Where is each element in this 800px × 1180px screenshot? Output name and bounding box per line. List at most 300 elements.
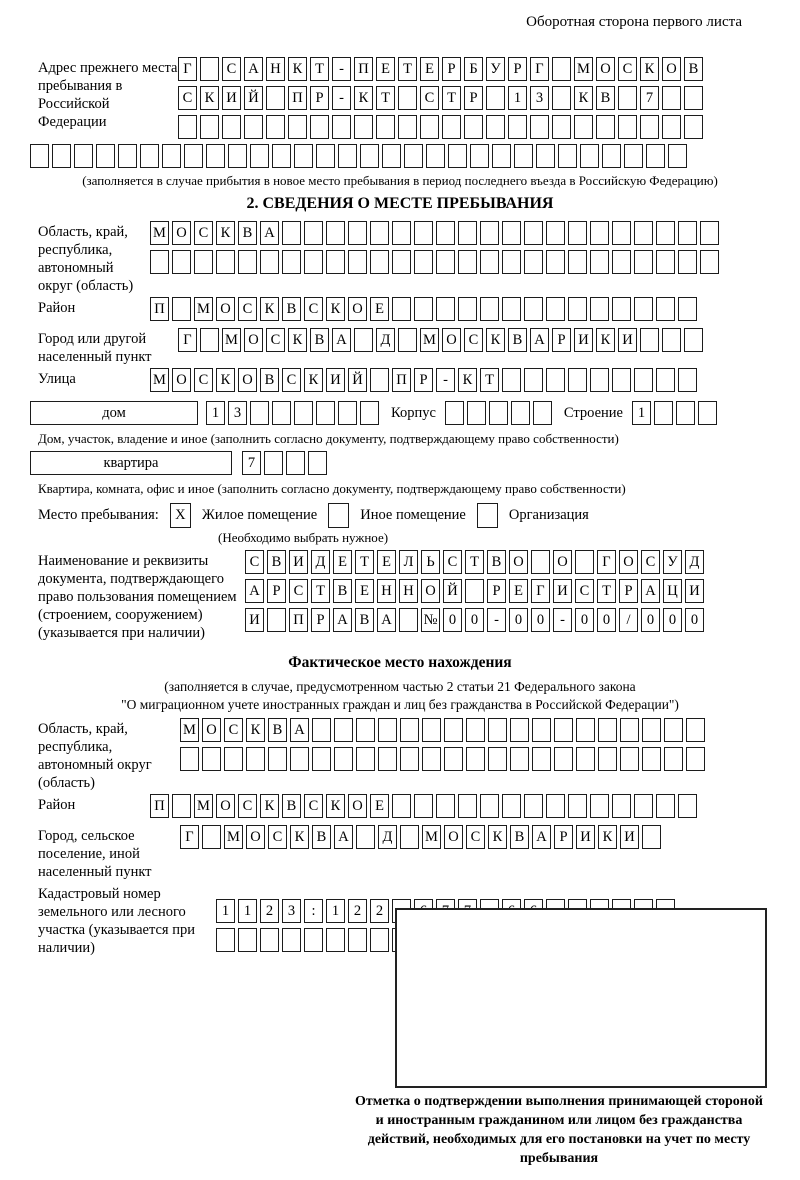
char-cell: 2 bbox=[260, 899, 279, 923]
char-cell: О bbox=[348, 794, 367, 818]
char-cell: И bbox=[620, 825, 639, 849]
char-cell bbox=[445, 401, 464, 425]
char-cell: О bbox=[509, 550, 528, 574]
char-cell bbox=[422, 718, 441, 742]
char-cell bbox=[304, 928, 323, 952]
region-row-1 bbox=[150, 221, 722, 247]
char-cell bbox=[642, 747, 661, 771]
char-cell: Р bbox=[464, 86, 483, 110]
char-cell bbox=[216, 250, 235, 274]
char-cell bbox=[354, 328, 373, 352]
char-cell bbox=[398, 328, 417, 352]
char-cell: В bbox=[508, 328, 527, 352]
char-cell bbox=[414, 221, 433, 245]
char-cell: Е bbox=[376, 57, 395, 81]
char-cell bbox=[656, 297, 675, 321]
char-cell: Г bbox=[178, 328, 197, 352]
char-cell bbox=[74, 144, 93, 168]
actual-city-row bbox=[180, 825, 664, 851]
char-cell: Т bbox=[376, 86, 395, 110]
char-cell bbox=[634, 297, 653, 321]
char-cell bbox=[420, 115, 439, 139]
char-cell: Г bbox=[597, 550, 616, 574]
char-cell bbox=[202, 747, 221, 771]
char-cell bbox=[546, 368, 565, 392]
char-cell: К bbox=[574, 86, 593, 110]
char-cell: С bbox=[282, 368, 301, 392]
char-cell bbox=[488, 718, 507, 742]
actual-district-label: Район bbox=[38, 797, 76, 813]
char-cell: А bbox=[260, 221, 279, 245]
char-cell: К bbox=[326, 297, 345, 321]
char-cell: С bbox=[466, 825, 485, 849]
street-group bbox=[38, 368, 800, 397]
char-cell: В bbox=[684, 57, 703, 81]
char-cell bbox=[436, 794, 455, 818]
char-cell bbox=[684, 86, 703, 110]
char-cell bbox=[140, 144, 159, 168]
char-cell bbox=[96, 144, 115, 168]
char-cell bbox=[465, 579, 484, 603]
char-cell bbox=[684, 328, 703, 352]
char-cell: 0 bbox=[531, 608, 550, 632]
char-cell: А bbox=[641, 579, 660, 603]
char-cell: Н bbox=[377, 579, 396, 603]
char-cell bbox=[662, 328, 681, 352]
char-cell bbox=[202, 825, 221, 849]
char-cell: М bbox=[194, 297, 213, 321]
char-cell: О bbox=[553, 550, 572, 574]
char-cell: О bbox=[662, 57, 681, 81]
char-cell bbox=[466, 747, 485, 771]
char-cell: С bbox=[238, 794, 257, 818]
char-cell: Р bbox=[267, 579, 286, 603]
char-cell bbox=[602, 144, 621, 168]
char-cell: К bbox=[326, 794, 345, 818]
char-cell bbox=[590, 368, 609, 392]
char-cell bbox=[118, 144, 137, 168]
char-cell bbox=[400, 747, 419, 771]
char-cell bbox=[596, 115, 615, 139]
char-cell: 3 bbox=[282, 899, 301, 923]
char-cell bbox=[668, 144, 687, 168]
char-cell bbox=[552, 57, 571, 81]
char-cell: Р bbox=[310, 86, 329, 110]
char-cell: И bbox=[574, 328, 593, 352]
char-cell bbox=[348, 928, 367, 952]
char-cell bbox=[514, 144, 533, 168]
char-cell bbox=[558, 144, 577, 168]
char-cell: Й bbox=[443, 579, 462, 603]
char-cell: П bbox=[289, 608, 308, 632]
char-cell bbox=[590, 794, 609, 818]
char-cell: Й bbox=[244, 86, 263, 110]
prev-address-rows bbox=[178, 57, 706, 144]
char-cell bbox=[640, 328, 659, 352]
char-cell: Н bbox=[399, 579, 418, 603]
char-cell bbox=[30, 144, 49, 168]
char-cell: А bbox=[290, 718, 309, 742]
char-cell bbox=[442, 115, 461, 139]
char-cell: О bbox=[172, 368, 191, 392]
char-cell bbox=[489, 401, 508, 425]
char-cell bbox=[470, 144, 489, 168]
checkbox-organization bbox=[477, 503, 498, 528]
char-cell: Е bbox=[420, 57, 439, 81]
prev-address-label: Адрес прежнего места пребывания в Российской Федерации bbox=[38, 60, 178, 130]
char-cell bbox=[316, 401, 335, 425]
char-cell bbox=[326, 221, 345, 245]
char-cell bbox=[624, 144, 643, 168]
char-cell: О bbox=[444, 825, 463, 849]
char-cell bbox=[267, 608, 286, 632]
char-cell bbox=[678, 297, 697, 321]
char-cell: С bbox=[224, 718, 243, 742]
char-cell bbox=[531, 550, 550, 574]
char-cell bbox=[458, 297, 477, 321]
actual-city-label: Город, сельское поселение, иной населенный пункт bbox=[38, 828, 152, 880]
char-cell bbox=[524, 297, 543, 321]
char-cell bbox=[150, 250, 169, 274]
char-cell bbox=[634, 368, 653, 392]
char-cell bbox=[246, 747, 265, 771]
char-cell: К bbox=[216, 221, 235, 245]
char-cell: № bbox=[421, 608, 440, 632]
char-cell: С bbox=[238, 297, 257, 321]
char-cell: П bbox=[150, 794, 169, 818]
char-cell: К bbox=[290, 825, 309, 849]
char-cell bbox=[250, 401, 269, 425]
char-cell: Т bbox=[465, 550, 484, 574]
char-cell: И bbox=[326, 368, 345, 392]
char-cell: Р bbox=[508, 57, 527, 81]
char-cell: В bbox=[260, 368, 279, 392]
char-cell bbox=[266, 115, 285, 139]
char-cell bbox=[414, 794, 433, 818]
stay-type-hint: (Необходимо выбрать нужное) bbox=[218, 530, 389, 545]
char-cell bbox=[378, 718, 397, 742]
char-cell bbox=[574, 115, 593, 139]
char-cell bbox=[684, 115, 703, 139]
char-cell: О bbox=[238, 368, 257, 392]
char-cell: 0 bbox=[597, 608, 616, 632]
char-cell: И bbox=[553, 579, 572, 603]
char-cell bbox=[511, 401, 530, 425]
region-row-2 bbox=[150, 250, 722, 276]
char-cell bbox=[510, 718, 529, 742]
char-cell: И bbox=[245, 608, 264, 632]
char-cell: М bbox=[150, 368, 169, 392]
char-cell bbox=[304, 250, 323, 274]
actual-city-group bbox=[38, 825, 800, 881]
char-cell: У bbox=[486, 57, 505, 81]
char-cell bbox=[598, 718, 617, 742]
char-cell bbox=[568, 250, 587, 274]
char-cell bbox=[546, 297, 565, 321]
char-cell bbox=[480, 250, 499, 274]
district-group bbox=[38, 297, 800, 326]
char-cell bbox=[486, 115, 505, 139]
char-cell: Т bbox=[311, 579, 330, 603]
char-cell bbox=[656, 250, 675, 274]
char-cell: Е bbox=[377, 550, 396, 574]
char-cell bbox=[216, 928, 235, 952]
char-cell bbox=[228, 144, 247, 168]
char-cell: 0 bbox=[509, 608, 528, 632]
char-cell: А bbox=[332, 328, 351, 352]
char-cell: Г bbox=[178, 57, 197, 81]
char-cell: 0 bbox=[685, 608, 704, 632]
char-cell: К bbox=[640, 57, 659, 81]
char-cell: П bbox=[354, 57, 373, 81]
char-cell bbox=[536, 144, 555, 168]
char-cell: И bbox=[685, 579, 704, 603]
char-cell bbox=[414, 250, 433, 274]
char-cell: К bbox=[304, 368, 323, 392]
char-cell bbox=[308, 451, 327, 475]
char-cell bbox=[286, 451, 305, 475]
prev-address-group bbox=[38, 57, 800, 144]
char-cell: Е bbox=[509, 579, 528, 603]
char-cell bbox=[590, 221, 609, 245]
char-cell: О bbox=[202, 718, 221, 742]
char-cell bbox=[178, 115, 197, 139]
char-cell: В bbox=[333, 579, 352, 603]
char-cell bbox=[467, 401, 486, 425]
char-cell: К bbox=[288, 57, 307, 81]
char-cell bbox=[304, 221, 323, 245]
char-cell bbox=[568, 221, 587, 245]
char-cell bbox=[612, 368, 631, 392]
char-cell: - bbox=[332, 86, 351, 110]
char-cell bbox=[546, 221, 565, 245]
char-cell: С bbox=[245, 550, 264, 574]
char-cell bbox=[642, 718, 661, 742]
char-cell bbox=[378, 747, 397, 771]
city-row bbox=[178, 328, 706, 354]
char-cell: Д bbox=[311, 550, 330, 574]
char-cell: Р bbox=[554, 825, 573, 849]
char-cell bbox=[260, 250, 279, 274]
char-cell bbox=[224, 747, 243, 771]
char-cell bbox=[266, 86, 285, 110]
char-cell: Е bbox=[333, 550, 352, 574]
char-cell: 7 bbox=[640, 86, 659, 110]
char-cell: А bbox=[245, 579, 264, 603]
char-cell: Т bbox=[310, 57, 329, 81]
char-cell bbox=[678, 368, 697, 392]
char-cell bbox=[464, 115, 483, 139]
char-cell bbox=[546, 250, 565, 274]
char-cell: А bbox=[377, 608, 396, 632]
char-cell bbox=[642, 825, 661, 849]
char-cell bbox=[399, 608, 418, 632]
char-cell bbox=[332, 115, 351, 139]
char-cell: С bbox=[268, 825, 287, 849]
char-cell bbox=[392, 250, 411, 274]
char-cell bbox=[338, 144, 357, 168]
char-cell: Е bbox=[370, 297, 389, 321]
char-cell: 3 bbox=[228, 401, 247, 425]
char-cell: 0 bbox=[443, 608, 462, 632]
char-cell: С bbox=[194, 368, 213, 392]
char-cell bbox=[700, 250, 719, 274]
char-cell: Г bbox=[531, 579, 550, 603]
stroenie-label: Строение bbox=[563, 405, 623, 421]
char-cell: В bbox=[267, 550, 286, 574]
char-cell bbox=[656, 794, 675, 818]
char-cell: С bbox=[304, 297, 323, 321]
char-cell bbox=[448, 144, 467, 168]
char-cell bbox=[510, 747, 529, 771]
char-cell bbox=[620, 747, 639, 771]
char-cell bbox=[508, 115, 527, 139]
char-cell: С bbox=[178, 86, 197, 110]
char-cell bbox=[568, 297, 587, 321]
stay-option-other-premises: Иное помещение bbox=[360, 507, 466, 523]
stay-type-label: Место пребывания: bbox=[38, 507, 159, 523]
char-cell: К bbox=[596, 328, 615, 352]
char-cell bbox=[334, 747, 353, 771]
region-label: Область, край, республика, автономный округ (область) bbox=[38, 224, 134, 294]
char-cell: 1 bbox=[206, 401, 225, 425]
house-caption: Дом, участок, владение и иное (заполнить согласно документу, подтверждающему право собственности) bbox=[38, 431, 619, 446]
document-row-2 bbox=[245, 579, 707, 605]
char-cell: Ь bbox=[421, 550, 440, 574]
char-cell bbox=[426, 144, 445, 168]
char-cell: В bbox=[312, 825, 331, 849]
char-cell bbox=[334, 718, 353, 742]
actual-region-label: Область, край, республика, автономный округ (область) bbox=[38, 721, 152, 791]
char-cell bbox=[222, 115, 241, 139]
char-cell: Г bbox=[180, 825, 199, 849]
char-cell bbox=[294, 144, 313, 168]
document-row-1 bbox=[245, 550, 707, 576]
char-cell bbox=[686, 718, 705, 742]
char-cell bbox=[502, 297, 521, 321]
char-cell: Д bbox=[685, 550, 704, 574]
char-cell: Р bbox=[414, 368, 433, 392]
char-cell bbox=[316, 144, 335, 168]
stay-type-row bbox=[38, 503, 800, 528]
char-cell bbox=[356, 825, 375, 849]
char-cell bbox=[533, 401, 552, 425]
document-row-3 bbox=[245, 608, 707, 634]
char-cell bbox=[338, 401, 357, 425]
char-cell: Г bbox=[530, 57, 549, 81]
char-cell: 1 bbox=[632, 401, 651, 425]
char-cell bbox=[590, 250, 609, 274]
char-cell bbox=[678, 221, 697, 245]
city-group bbox=[38, 328, 800, 366]
char-cell bbox=[392, 297, 411, 321]
char-cell: 2 bbox=[348, 899, 367, 923]
char-cell bbox=[436, 221, 455, 245]
char-cell bbox=[598, 747, 617, 771]
char-cell bbox=[700, 221, 719, 245]
char-cell bbox=[436, 250, 455, 274]
char-cell bbox=[502, 368, 521, 392]
korpus-label: Корпус bbox=[391, 405, 436, 421]
char-cell bbox=[676, 401, 695, 425]
char-cell: С bbox=[641, 550, 660, 574]
char-cell bbox=[576, 718, 595, 742]
confirmation-mark-box bbox=[395, 908, 767, 1088]
house-cells bbox=[206, 401, 382, 427]
char-cell bbox=[370, 250, 389, 274]
char-cell bbox=[398, 115, 417, 139]
actual-district-group bbox=[38, 794, 800, 823]
char-cell bbox=[282, 928, 301, 952]
char-cell: Р bbox=[487, 579, 506, 603]
char-cell bbox=[414, 297, 433, 321]
char-cell: Ц bbox=[663, 579, 682, 603]
char-cell: В bbox=[510, 825, 529, 849]
char-cell bbox=[458, 221, 477, 245]
char-cell bbox=[290, 747, 309, 771]
char-cell: Е bbox=[355, 579, 374, 603]
region-group bbox=[38, 221, 800, 295]
char-cell: К bbox=[354, 86, 373, 110]
char-cell: Д bbox=[378, 825, 397, 849]
actual-location-caption-1: (заполняется в случае, предусмотренном частью 2 статьи 21 Федерального закона bbox=[164, 679, 636, 694]
cadastral-label: Кадастровый номер земельного или лесного участка (указывается при наличии) bbox=[38, 886, 195, 956]
char-cell: - bbox=[487, 608, 506, 632]
char-cell bbox=[244, 115, 263, 139]
char-cell bbox=[554, 747, 573, 771]
char-cell: М bbox=[222, 328, 241, 352]
char-cell: К bbox=[216, 368, 235, 392]
char-cell: С bbox=[304, 794, 323, 818]
char-cell bbox=[392, 221, 411, 245]
char-cell bbox=[466, 718, 485, 742]
actual-district-row bbox=[150, 794, 700, 820]
char-cell: К bbox=[598, 825, 617, 849]
char-cell bbox=[348, 221, 367, 245]
char-cell: С bbox=[618, 57, 637, 81]
char-cell: К bbox=[486, 328, 505, 352]
char-cell bbox=[172, 794, 191, 818]
korpus-cells bbox=[445, 401, 555, 427]
header-note: Оборотная сторона первого листа bbox=[526, 14, 742, 30]
char-cell bbox=[348, 250, 367, 274]
region-rows bbox=[150, 221, 722, 279]
char-cell bbox=[575, 550, 594, 574]
char-cell bbox=[312, 718, 331, 742]
char-cell bbox=[400, 825, 419, 849]
char-cell: 3 bbox=[530, 86, 549, 110]
char-cell bbox=[524, 368, 543, 392]
char-cell: К bbox=[458, 368, 477, 392]
char-cell: О bbox=[619, 550, 638, 574]
char-cell: Т bbox=[597, 579, 616, 603]
char-cell: В bbox=[238, 221, 257, 245]
actual-region-rows bbox=[180, 718, 708, 776]
char-cell bbox=[272, 144, 291, 168]
char-cell: У bbox=[663, 550, 682, 574]
char-cell bbox=[370, 368, 389, 392]
char-cell: Й bbox=[348, 368, 367, 392]
char-cell: Л bbox=[399, 550, 418, 574]
char-cell bbox=[282, 250, 301, 274]
char-cell: М bbox=[150, 221, 169, 245]
actual-region-row-2 bbox=[180, 747, 708, 773]
char-cell bbox=[662, 115, 681, 139]
char-cell: Р bbox=[552, 328, 571, 352]
char-cell: Т bbox=[398, 57, 417, 81]
char-cell bbox=[576, 747, 595, 771]
char-cell bbox=[370, 221, 389, 245]
